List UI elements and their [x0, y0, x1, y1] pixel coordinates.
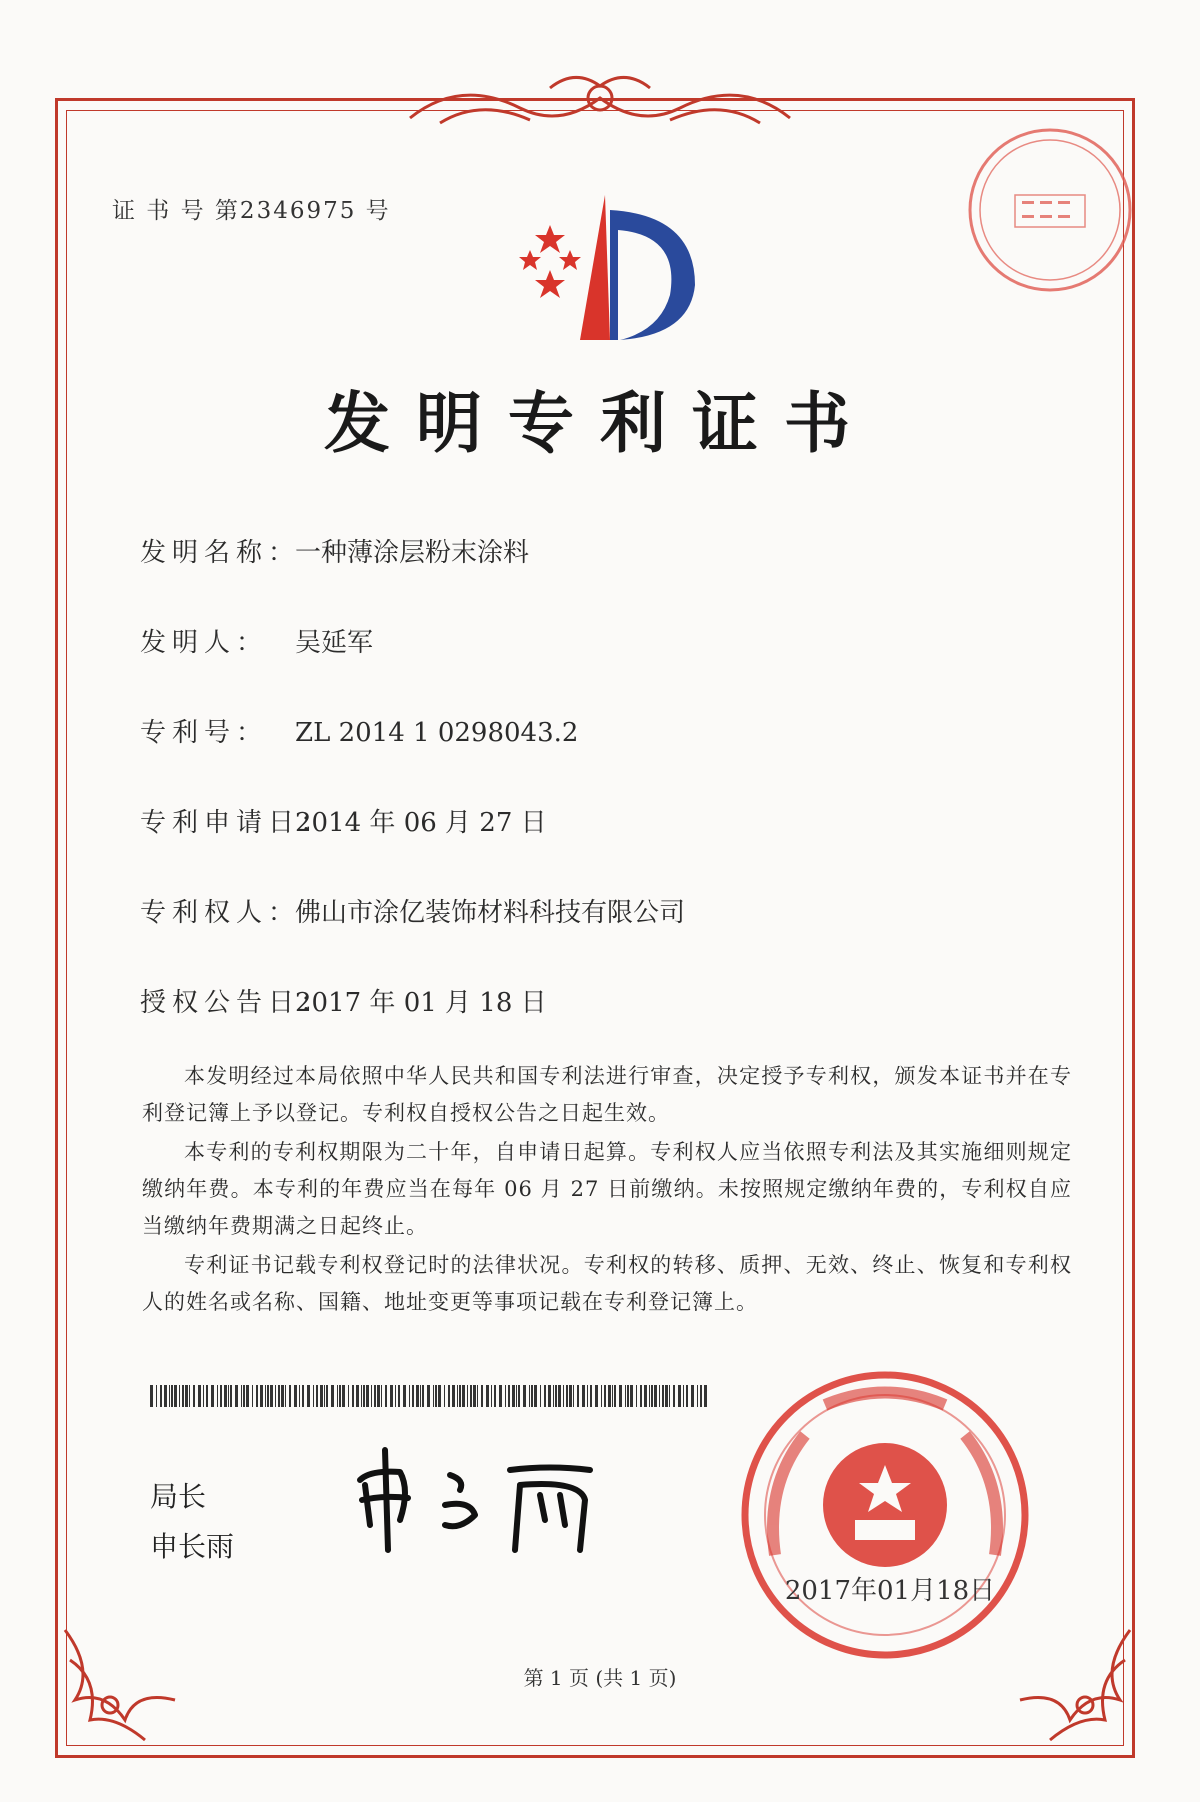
field-value: 吴延军 — [295, 628, 374, 658]
field-value: 2014 年 06 月 27 日 — [295, 808, 547, 838]
field-label: 专利号： — [140, 718, 269, 748]
body-paragraph: 本专利的专利权期限为二十年，自申请日起算。专利权人应当依照专利法及其实施细则规定缴纳年费。本专利的年费应当在每年 06 月 27 日前缴纳。未按照规定缴纳年费的，专利权自应当缴纳年费期满之日起终止。 — [142, 1140, 1072, 1238]
field-value: 佛山市涂亿装饰材料科技有限公司 — [295, 898, 686, 928]
field-invention-name — [140, 532, 529, 569]
director-title: 局长 — [150, 1480, 207, 1513]
body-paragraph: 专利证书记载专利权登记时的法律状况。专利权的转移、质押、无效、终止、恢复和专利权人的姓名或名称、国籍、地址变更等事项记载在专利登记簿上。 — [142, 1253, 1072, 1314]
field-application-date — [140, 802, 547, 839]
field-value: ZL 2014 1 0298043.2 — [295, 718, 579, 748]
field-value: 一种薄涂层粉末涂料 — [295, 538, 530, 568]
page-number: 第 1 页 (共 1 页) — [523, 1666, 677, 1690]
certificate-body — [142, 1058, 1072, 1323]
field-label: 专利申请日： — [140, 808, 333, 838]
director-name: 申长雨 — [150, 1530, 235, 1563]
field-value: 2017 年 01 月 18 日 — [295, 988, 547, 1018]
field-grant-date — [140, 982, 547, 1019]
top-ornament-icon — [400, 68, 800, 138]
field-inventor — [140, 622, 373, 659]
field-patentee — [140, 892, 685, 929]
page-title: 发明专利证书 — [324, 384, 876, 462]
field-label: 授权公告日： — [140, 988, 333, 1018]
barcode-icon — [150, 1385, 710, 1407]
certificate-number: 证 书 号 第2346975 号 — [112, 198, 391, 224]
patent-office-emblem-icon — [510, 195, 710, 345]
body-paragraph: 本发明经过本局依照中华人民共和国专利法进行审查，决定授予专利权，颁发本证书并在专利登记簿上予以登记。专利权自授权公告之日起生效。 — [142, 1064, 1072, 1125]
field-label: 发明人： — [140, 628, 269, 658]
field-patent-number — [140, 712, 578, 749]
official-seal-icon — [735, 1365, 1035, 1665]
seal-date: 2017年01月18日 — [784, 1576, 996, 1606]
director-signature-icon — [340, 1440, 640, 1560]
field-label: 专利权人： — [140, 898, 301, 928]
tax-stamp-icon — [960, 120, 1140, 300]
field-label: 发明名称： — [140, 538, 301, 568]
